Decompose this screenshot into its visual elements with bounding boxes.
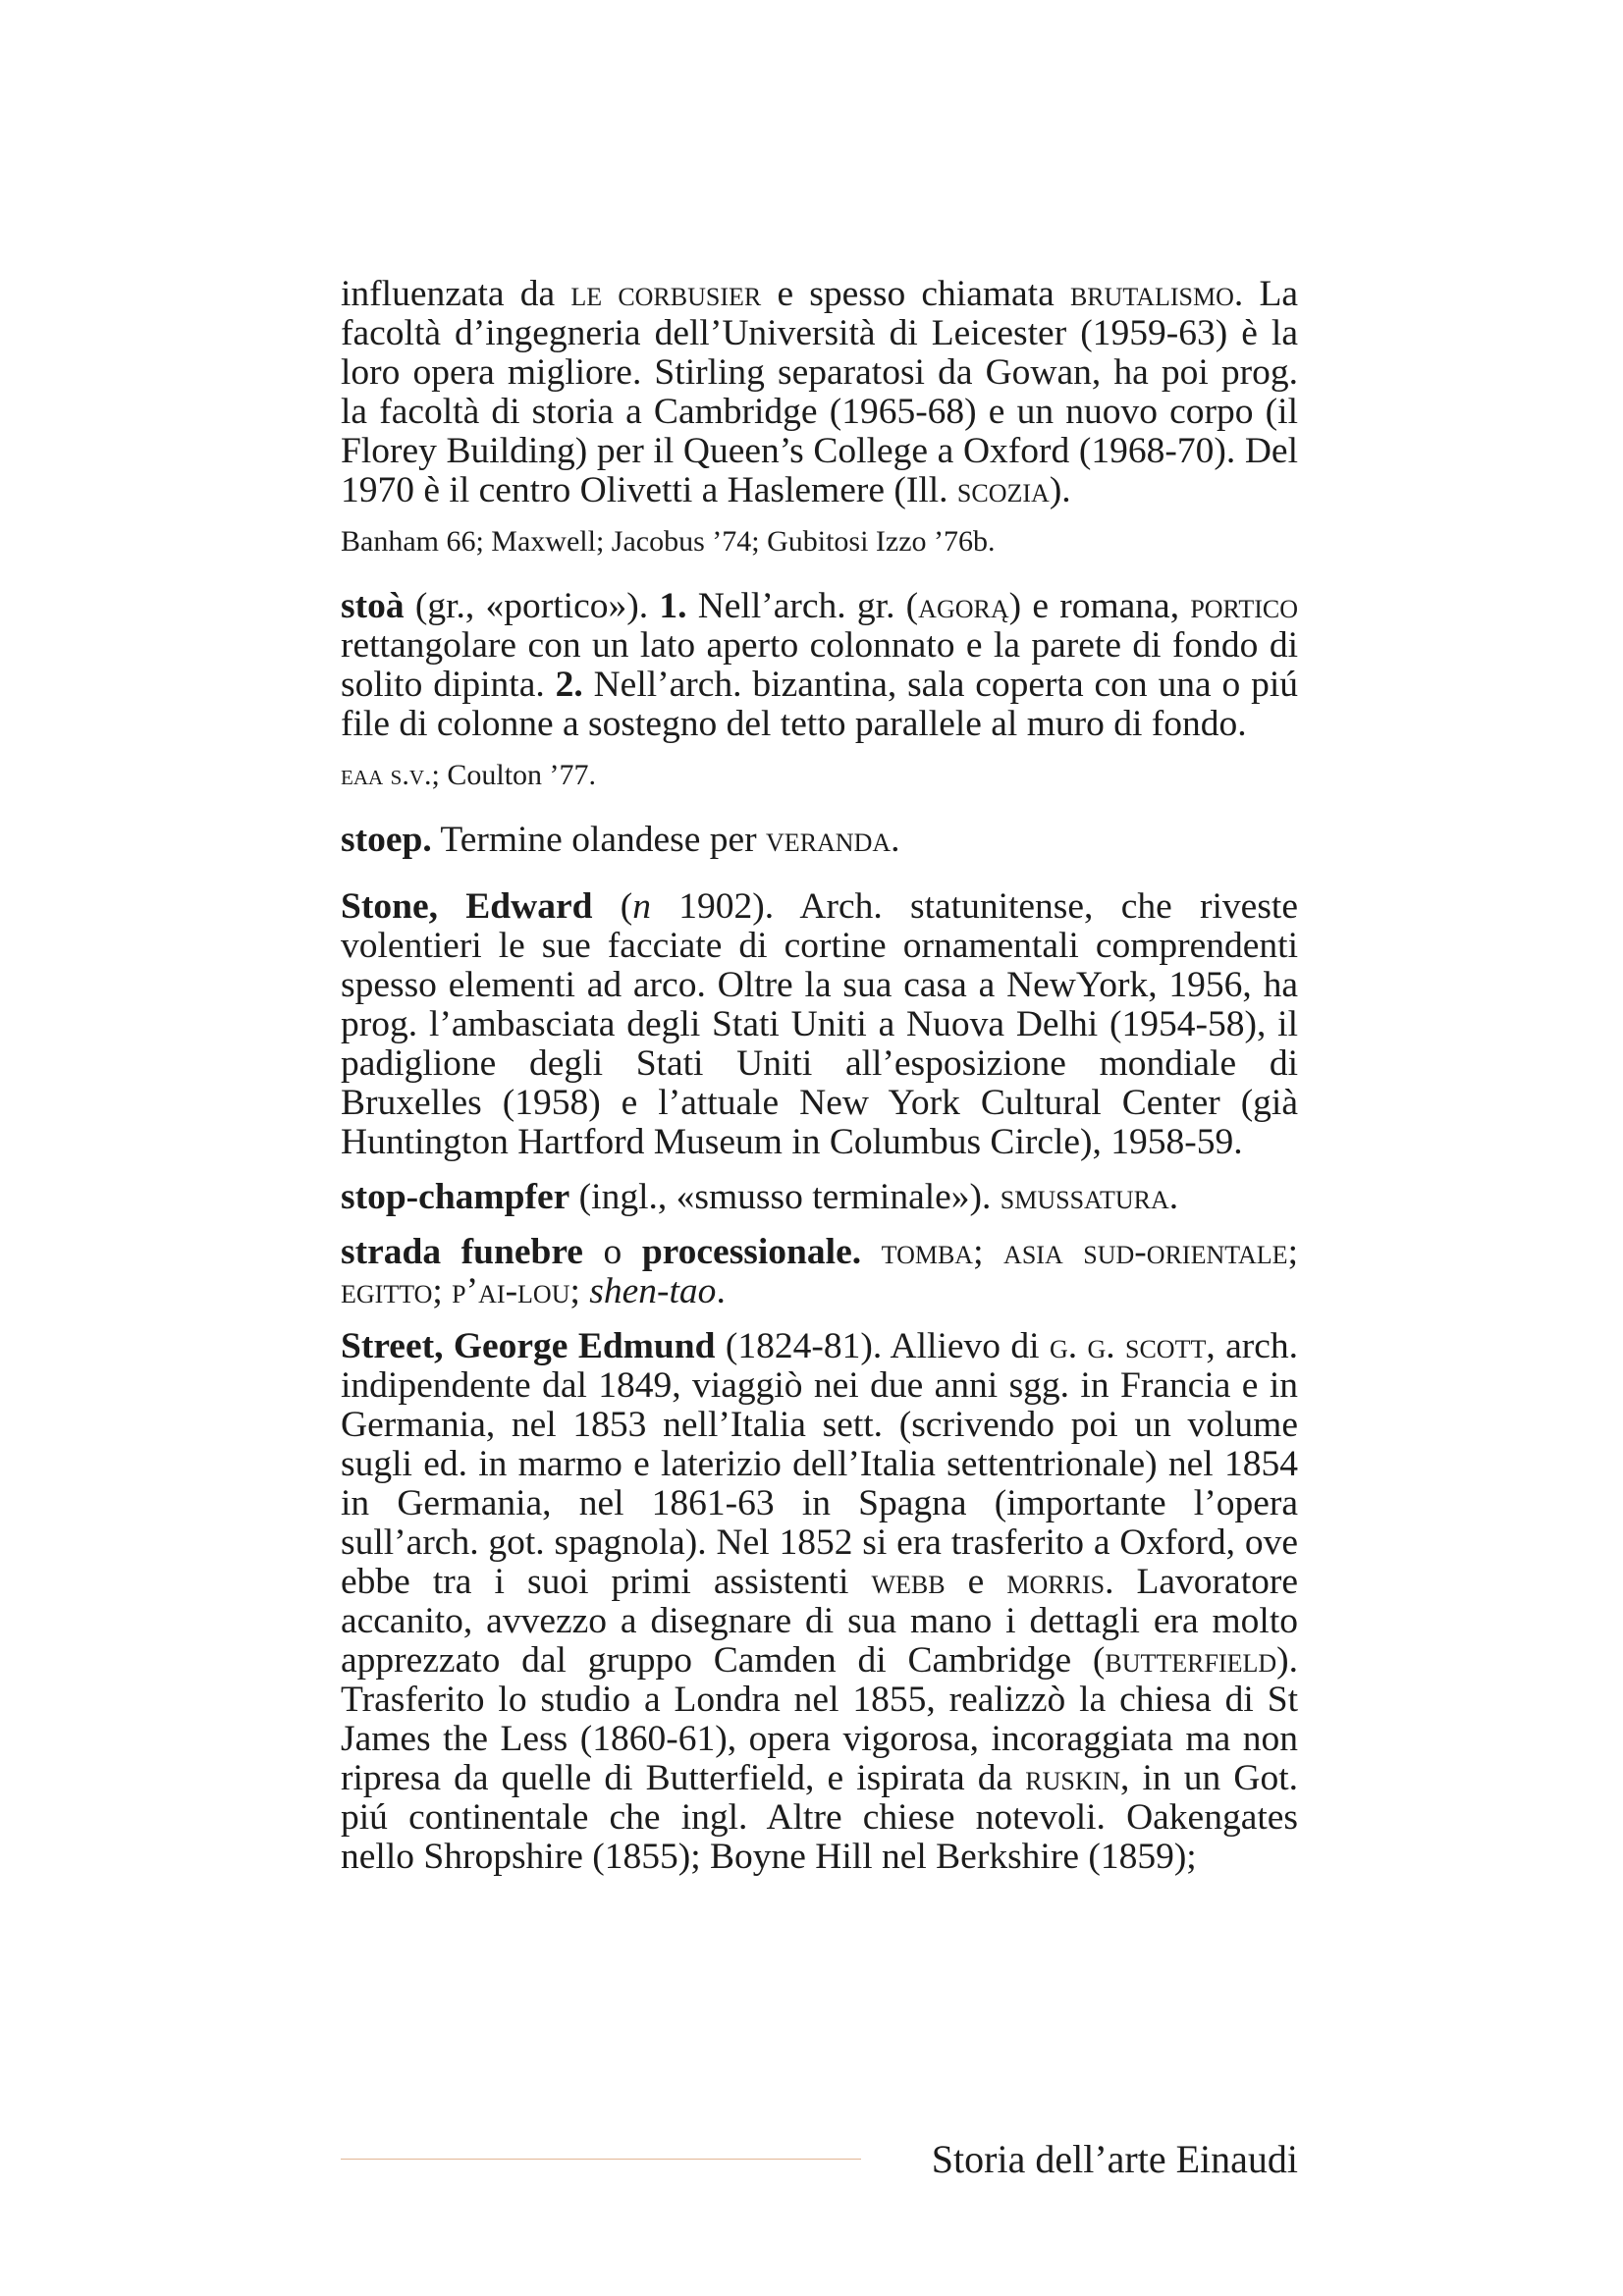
bibliography-line: eaa s.v.; Coulton ’77. [341,759,597,791]
cross-reference: tomba; asia sud-orientale; egitto; p’ai-lou; [341,1232,1298,1311]
cross-reference: butterfield [1105,1640,1277,1681]
footer-title: Storia dell’arte Einaudi [931,2137,1298,2181]
text-column [341,275,1298,1877]
cross-reference: smussatura [1000,1177,1169,1217]
entry-stop-champfer: stop-champfer (ingl., «smusso terminale»). smussatura. [341,1177,1179,1217]
cross-reference: brutalismo [1069,274,1234,314]
cross-reference: ruskin [1025,1758,1121,1798]
headword: stoep. [341,820,432,860]
headword: stop-champfer [341,1177,570,1217]
cross-reference: veranda [766,820,892,860]
entry-stoa: stoà (gr., «portico»). 1. Nell’arch. gr. (agorą) e romana, portico rettangolare con un lato aperto colonnato e la parete di fondo di solito dipinta. 2. Nell’arch. bizantina, sala coperta con una o piú file di colonne a sostegno del tetto parallele al muro di fondo. [341,586,1298,744]
headword: Street, George Edmund [341,1326,716,1366]
cross-reference: scozia [956,470,1050,510]
entry-street: Street, George Edmund (1824-81). Allievo di g. g. scott, arch. indipendente dal 1849, viaggiò nei due anni sgg. in Francia e in Germania, nel 1853 nell’Italia sett. (scrivendo poi un volume sugli ed. in marmo e laterizio dell’Italia settentrionale) nel 1854 in Germania, nel 1861-63 in Spagna (importante l’opera sull’arch. got. spagnola). Nel 1852 si era trasferito a Oxford, ove ebbe tra i suoi primi assistenti webb e morris. Lavoratore accanito, avvezzo a disegnare di sua mano i dettagli era molto apprezzato dal gruppo Camden di Cambridge (butterfield). Trasferito lo studio a Londra nel 1855, realizzò la chiesa di St James the Less (1860-61), opera vigorosa, incoraggiata ma non ripresa da quelle di Butterfield, e ispirata da ruskin, in un Got. piú continentale che ingl. Altre chiese notevoli. Oakengates nello Shropshire (1855); Boyne Hill nel Berkshire (1859); [341,1326,1298,1877]
entry-stone: Stone, Edward (n 1902). Arch. statunitense, che riveste volentieri le sue facciate di cortine ornamentali comprendenti spesso elementi ad arco. Oltre la sua casa a NewYork, 1956, ha prog. l’ambasciata degli Stati Uniti a Nuova Delhi (1954-58), il padiglione degli Stati Uniti all’esposizione mondiale di Bruxelles (1958) e l’attuale New York Cultural Center (già Huntington Hartford Museum in Columbus Circle), 1958-59. [341,886,1298,1162]
headword: strada funebre [341,1232,583,1272]
entry-strada-funebre: strada funebre o processionale. tomba; asia sud-orientale; egitto; p’ai-lou; shen-tao. [341,1232,1298,1311]
cross-reference: le corbusier [570,274,762,314]
cross-reference: g. g. scott [1049,1326,1207,1366]
cross-reference: portico [1190,586,1298,626]
entry-stoep: stoep. Termine olandese per veranda. [341,820,900,860]
cross-reference: agorą [918,586,1009,626]
footer-rule [341,2159,861,2160]
bibliography-line: Banham 66; Maxwell; Jacobus ’74; Gubitosi Izzo ’76b. [341,525,996,558]
headword: stoà [341,586,405,626]
cross-reference: morris [1006,1562,1106,1602]
entry-continuation: influenzata da le corbusier e spesso chiamata brutalismo. La facoltà d’ingegneria dell’Università di Leicester (1959-63) è la loro opera migliore. Stirling separatosi da Gowan, ha poi prog. la facoltà di storia a Cambridge (1965-68) e un nuovo corpo (il Florey Building) per il Queen’s College a Oxford (1968-70). Del 1970 è il centro Olivetti a Haslemere (Ill. scozia). [341,274,1298,510]
cross-reference: webb [871,1562,946,1602]
headword: Stone, Edward [341,886,593,927]
